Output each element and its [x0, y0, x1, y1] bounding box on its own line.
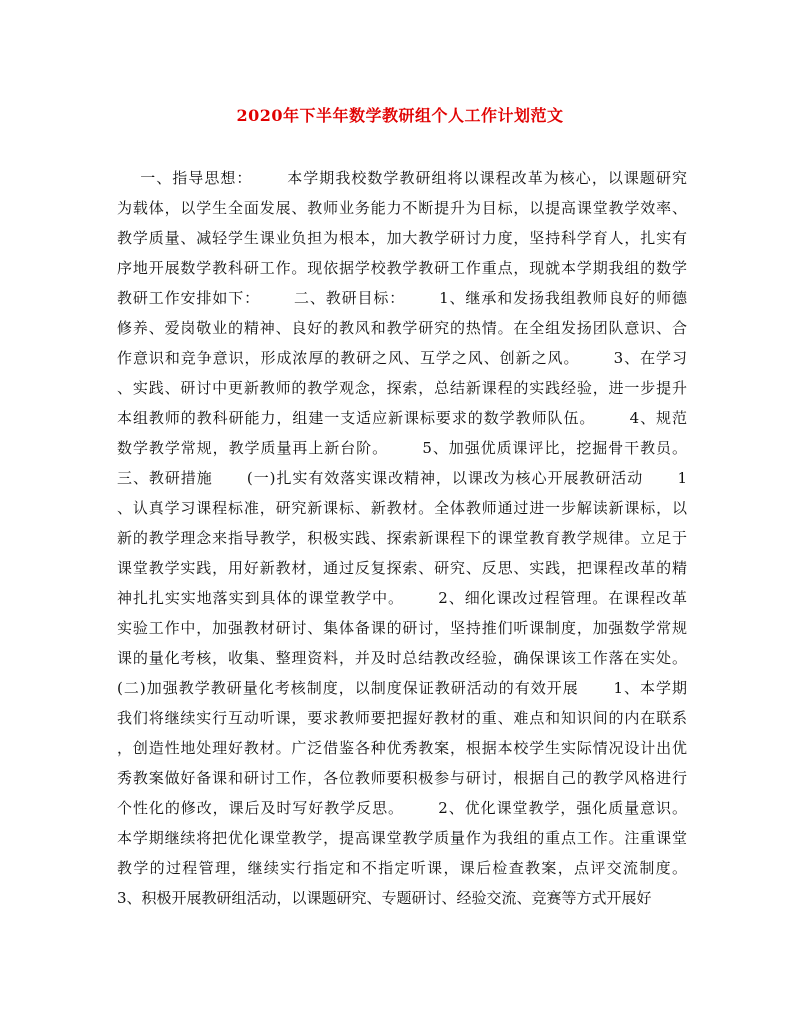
body-text-line: 本组教师的教科研能力，组建一支适应新课标要求的数学教师队伍。 4、规范: [117, 409, 687, 427]
body-text-line: 一、指导思想： 本学期我校数学教研组将以课程改革为核心，以课题研究: [117, 169, 687, 187]
body-text-line: 作意识和竞争意识，形成浓厚的教研之风、互学之风、创新之风。 3、在学习: [117, 349, 687, 367]
body-text-line: 本学期继续将把优化课堂教学，提高课堂教学质量作为我组的重点工作。注重课堂: [117, 829, 687, 847]
body-text-line: 新的教学理念来指导教学，积极实践、探索新课程下的课堂教育教学规律。立足于: [117, 529, 687, 547]
body-text-line: 实验工作中，加强教材研讨、集体备课的研讨，坚持推们听课制度，加强数学常规: [117, 619, 687, 637]
body-text-line: 修养、爱岗敬业的精神、良好的教风和教学研究的热情。在全组发扬团队意识、合: [117, 319, 687, 337]
body-text-line: 序地开展数学教科研工作。现依据学校教学教研工作重点，现就本学期我组的数学: [117, 259, 687, 277]
body-text-line: 课堂教学实践，用好新教材，通过反复探索、研究、反思、实践，把课程改革的精: [117, 559, 687, 577]
body-text-line: 教学质量、减轻学生课业负担为根本，加大教学研讨力度，坚持科学育人，扎实有: [117, 229, 687, 247]
body-text-line: 、认真学习课程标准，研究新课标、新教材。全体教师通过进一步解读新课标，以: [117, 499, 687, 517]
body-text-line: 个性化的修改，课后及时写好教学反思。 2、优化课堂教学，强化质量意识。: [117, 799, 687, 817]
body-text-line: 我们将继续实行互动听课，要求教师要把握好教材的重、难点和知识间的内在联系: [117, 709, 687, 727]
body-text-line: 秀教案做好备课和研讨工作，各位教师要积极参与研讨，根据自己的教学风格进行: [117, 769, 687, 787]
body-text-line: ，创造性地处理好教材。广泛借鉴各种优秀教案，根据本校学生实际情况设计出优: [117, 739, 687, 757]
body-text-line: 、实践、研讨中更新教师的教学观念，探索，总结新课程的实践经验，进一步提升: [117, 379, 687, 397]
body-text-line: 3、积极开展教研组活动，以课题研究、专题研讨、经验交流、竞赛等方式开展好: [117, 889, 652, 907]
body-text-line: 为载体，以学生全面发展、教师业务能力不断提升为目标，以提高课堂教学效率、: [117, 199, 687, 217]
body-text-line: 教学的过程管理，继续实行指定和不指定听课，课后检查教案，点评交流制度。: [117, 859, 687, 877]
body-text-line: 数学教学常规，教学质量再上新台阶。 5、加强优质课评比，挖掘骨干教员。: [117, 439, 687, 457]
body-text-line: 课的量化考核，收集、整理资料，并及时总结教改经验，确保课该工作落在实处。: [117, 649, 687, 667]
document-title: 2020年下半年数学教研组个人工作计划范文: [236, 106, 564, 125]
body-text-line: 神扎扎实实地落实到具体的课堂教学中。 2、细化课改过程管理。在课程改革: [117, 589, 687, 607]
document-body: [117, 163, 687, 913]
body-text-line: (二)加强教学教研量化考核制度，以制度保证教研活动的有效开展 1、本学期: [117, 679, 687, 697]
body-text-line: 三、教研措施 (一)扎实有效落实课改精神，以课改为核心开展教研活动 1: [117, 469, 687, 487]
body-text-line: 教研工作安排如下： 二、教研目标： 1、继承和发扬我组教师良好的师德: [117, 289, 687, 307]
